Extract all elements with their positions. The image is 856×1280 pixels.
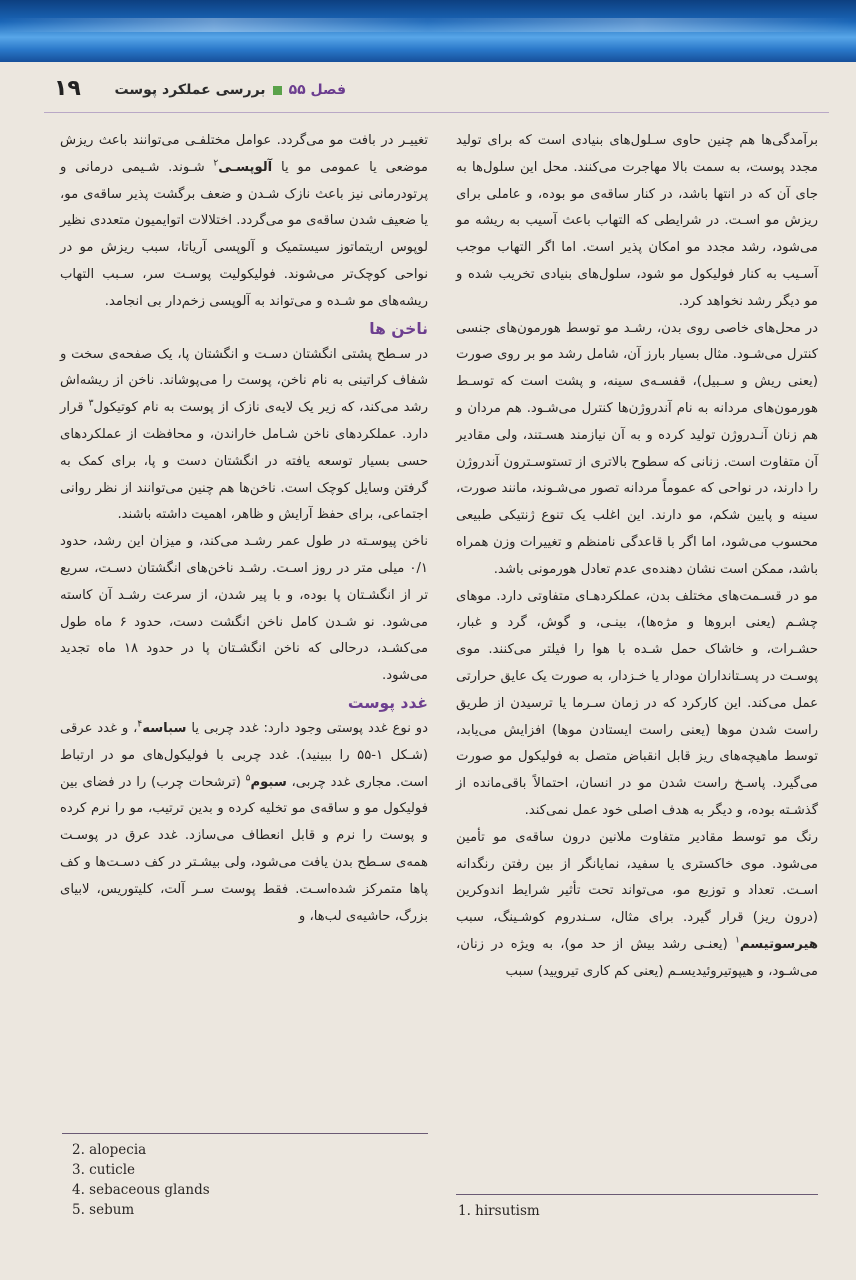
top-banner <box>0 0 856 62</box>
chapter-title: بررسی عملکرد پوست <box>114 82 266 98</box>
paragraph: در محل‌های خاصی روی بدن، رشـد مو توسط هورمون‌های جنسی کنترل می‌شـود. مثال بسیار بارز آن، شامل رشد مو بر روی صورت (یعنی ریش و سـبیل)، قفسـه‌ی سینه، و پشت است که توسـط هورمون‌های مردانه به نام آندروژن‌ها کنترل می‌شـود. هم مردان و هم زنان آنـدروژن تولید کرده و به آن نیازمند هسـتند، ولی مقادیر آن متفاوت است. زنانی که سطوح بالاتری از تستوسـترون آندروژن را دارند، در نواحی که عموماً مردانه تصور می‌شـوند، مانند صورت، سینه و پایین شکم، مو دارند. این اغلب یک تنوع ژنتیکی طبیعی محسوب می‌شود، اما اگر با قاعدگی نامنظم و تغییرات وزن همراه باشد، ممکن است نشان دهنده‌ی عدم تعادل هورمونی باشد. <box>456 320 818 577</box>
footnote-rule-right <box>456 1194 818 1195</box>
footnotes-left <box>72 1140 210 1220</box>
footnote: 2. alopecia <box>72 1142 147 1158</box>
right-column <box>456 128 818 986</box>
chapter-square-icon <box>273 86 282 95</box>
footnote-ref: ۳ <box>88 398 94 409</box>
chapter-label: فصل ۵۵ <box>288 82 346 98</box>
paragraph: در سـطح پشتی انگشتان دسـت و انگشتان پا، یک صفحه‌ی سخت و شفاف کراتینی به نام ناخن، پوست را می‌پوشاند. ناخن از ریشه‌اش رشد می‌کند، که زیر یک لایه‌ی نازک از پوست به نام کوتیکول$^۳$ قرار دارد. عملکردهای ناخن شـامل خاراندن، و محافظت از عملکردهای حسی بسیار توسعه یافته در انگشتان دست و پا، برای کمک به گرفتن وسایل کوچک است. ناخن‌ها هم چنین می‌توانند از نظر روانی اجتماعی، برای حفظ آرایش و ظاهر، اهمیت داشته باشند. <box>60 346 428 523</box>
footnote: 5. sebum <box>72 1202 135 1218</box>
footnote-ref: ۱ <box>735 935 740 946</box>
key-term: آلوپسـی <box>218 159 273 175</box>
paragraph: رنگ مو توسط مقادیر متفاوت ملانین درون ساقه‌ی مو تأمین می‌شود. موی خاکستری یا سفید، نمایانگر از بین رفتن رنگدانه اسـت. تعداد و توزیع مو، می‌تواند تحت تأثیر شرایط اندوکرین (درون ریز) قرار گیرد. برای مثال، سـندروم کوشـینگ، سبب هیرسوتیسم$^۱$ (یعنـی رشد بیش از حد مو)، به ویژه در زنان، می‌شـود، و هیپوتیروئیدیسـم (یعنی کم کاری تیرویید) سبب <box>456 829 818 979</box>
footnotes-right <box>458 1201 540 1221</box>
footnote: 4. sebaceous glands <box>72 1182 210 1198</box>
paragraph: ناخن پیوسـته در طول عمر رشـد می‌کند، و میزان این رشد، حدود ۰/۱ میلی متر در روز اسـت. رشـد ناخن‌های انگشتان دسـت، سریع تر از انگشـتان پا بوده، و با پیر شدن، از سرعت رشـد آن کاسته می‌شود. نو شـدن کامل ناخن انگشت دست، حدود ۶ ماه طول می‌کشـد، درحالی که ناخن انگشـتان پا در حدود ۱۸ ماه تجدید می‌شود. <box>60 534 429 684</box>
section-heading: ناخن ها <box>369 319 428 338</box>
page-number: ۱۹ <box>54 76 81 101</box>
footnote-rule-left <box>62 1133 428 1134</box>
paragraph: برآمدگی‌ها هم چنین حاوی سـلول‌های بنیادی است که برای تولید مجدد پوست، به سمت بالا مهاجرت می‌کنند. محل این سلول‌ها به جای آن که در انتها باشد، در کنار ساقه‌ی مو بوده، و عاملی برای ریزش مو اسـت. در شرایطی که التهاب باعث آسیب به ریشه مو می‌شود، رشد مجدد مو امکان پذیر است. اما اگر التهاب موجب آسـیب به کنار فولیکول مو شود، سلول‌های بنیادی تخریب شده و مو دیگر رشد نخواهد کرد. <box>456 133 818 309</box>
section-heading: غدد پوست <box>347 693 428 712</box>
paragraph: مو در قسـمت‌های مختلف بدن، عملکردهـای متفاوتی دارد. موهای چشـم (یعنی ابروها و مژه‌ها)، بینـی، و گوش، گرد و غبار، حشـرات، و خاشاک حمل شـده با هوا را فیلتر می‌کنند. موی پوسـت در پسـتانداران مودار یا خـزدار، به صورت یک عایق حرارتی عمل می‌کند. این کارکرد که در زمان سـرما یا ترسیدن از طریق راست شدن موها (یعنی راست ایستادن موها) افزایش می‌یابد، توسط ماهیچه‌های ریز قابل انقباض متصل به فولیکول مو صورت می‌گیرد. پاسـخ راست شدن مو در انسان، احتمالاً باقی‌مانده از گذشـته بوده، و دیگر به هدف اصلی خود عمل نمی‌کند. <box>456 588 818 818</box>
running-head <box>115 82 346 98</box>
key-term: هیرسوتیسم <box>739 936 818 952</box>
footnote-ref: ۵ <box>245 773 251 784</box>
page-header <box>0 62 856 118</box>
footnote: 1. hirsutism <box>458 1203 540 1219</box>
left-column <box>60 128 428 930</box>
footnote: 3. cuticle <box>72 1162 136 1178</box>
key-term: سبوم <box>250 774 287 790</box>
footnote-ref: ۲ <box>213 158 219 169</box>
paragraph: دو نوع غدد پوستی وجود دارد: غدد چربی یا سباسه$^۴$، و غدد عرقی (شـکل ۱-۵۵ را ببینید). غدد چربی با فولیکول‌های مو در ارتباط است. مجاری غدد چربی، سبوم$^۵$ (ترشحات چرب) را در فضای بین فولیکول مو و ساقه‌ی مو تخلیه کرده و بدین ترتیب، مو را نرم کرده و پوست را نرم و قابل انعطاف می‌سازد. غدد عرق در پوسـت همه‌ی سـطح بدن یافت می‌شود، ولی بیشـتر در کف دسـت‌ها و کف پاها متمرکز شده‌اسـت. فقط پوست سـر آلت، کلیتوریس، لابیای بزرگ، حاشیه‌ی لب‌ها، و <box>60 719 428 924</box>
header-rule <box>44 112 829 113</box>
paragraph: تغییـر در بافت مو می‌گردد. عوامل مختلفـی می‌توانند باعث ریزش موضعی یا عمومی مو یا آلوپسـی$^۲$ شـوند. شـیمی درمانی و پرتودرمانی نیز باعث نازک شـدن و ضعف برگشت پذیر ساقه‌ی مو، یا ضعیف شدن ساقه‌ی مو می‌گردد. اختلالات اتوایمیون متعددی نظیر لوپوس اریتماتوز سیستمیک و آلوپسی آریاتا، سبب ریزش مو در نواحی کوچک‌تر می‌شوند. فولیکولیت پوسـت سر، سـبب التهاب ریشه‌های مو شـده و می‌تواند به آلوپسی زخم‌دار بی انجامد. <box>60 133 429 309</box>
footnote-ref: ۴ <box>137 719 143 730</box>
key-term: سباسه <box>142 720 187 736</box>
